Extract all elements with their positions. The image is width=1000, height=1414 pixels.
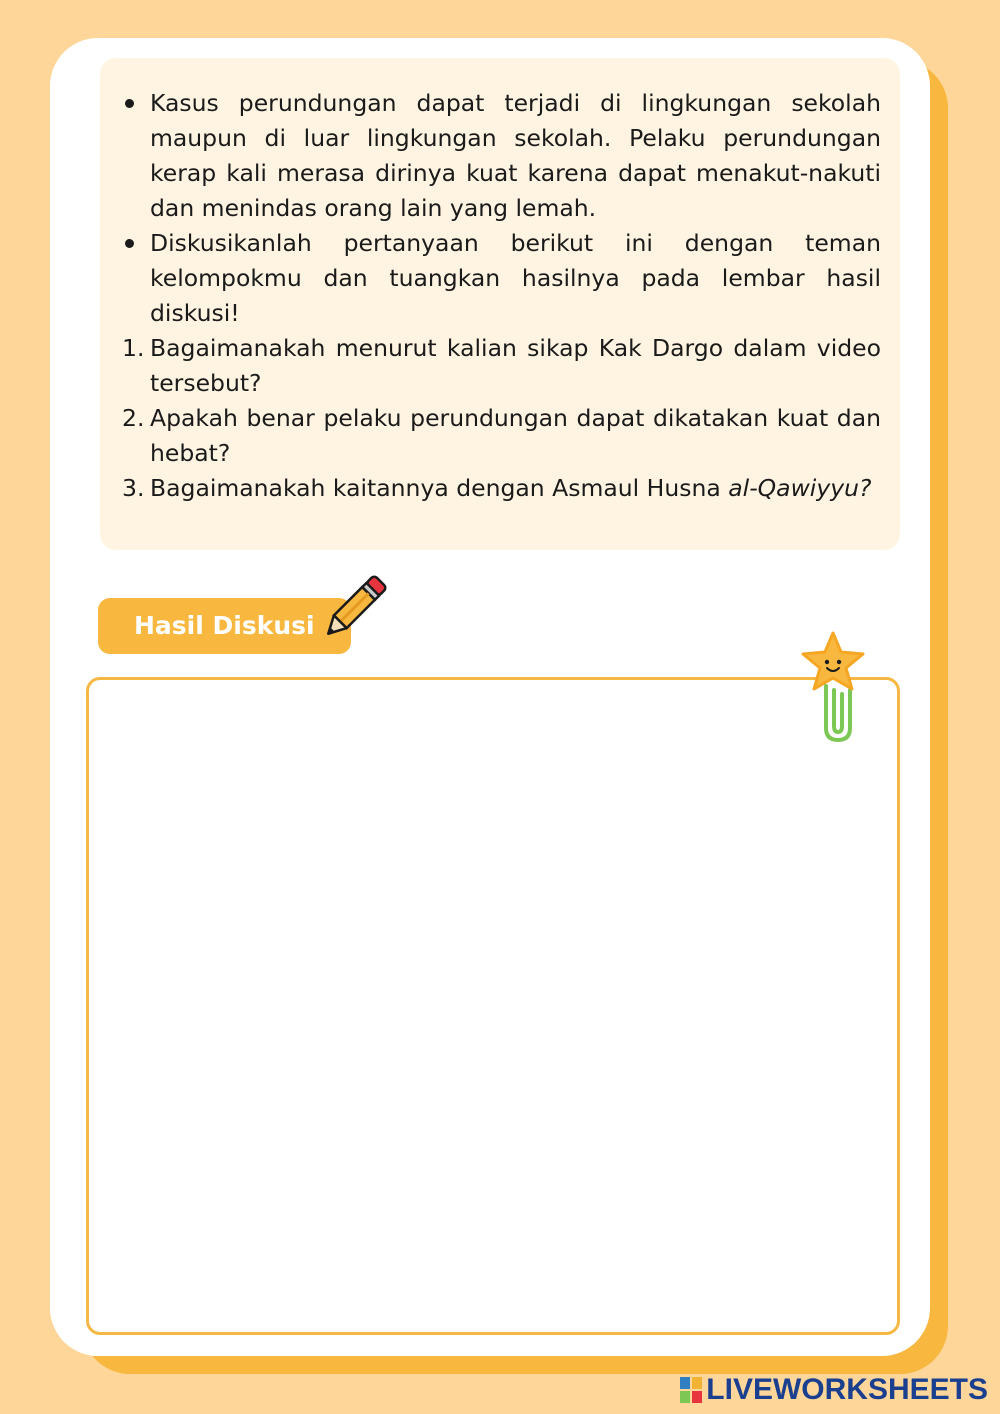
question-number: 3. bbox=[122, 474, 145, 502]
question-item bbox=[122, 471, 881, 506]
question-number: 2. bbox=[122, 404, 145, 432]
question-item bbox=[122, 331, 881, 401]
brand-footer bbox=[680, 1372, 988, 1408]
question-text: Bagaimanakah menurut kalian sikap Kak Dargo dalam video tersebut? bbox=[150, 334, 881, 397]
list-item bbox=[150, 226, 881, 331]
question-term: al-Qawiyyu? bbox=[728, 474, 872, 502]
bullet-text: Diskusikanlah pertanyaan berikut ini dengan teman kelompokmu dan tuangkan hasilnya pada lembar hasil diskusi! bbox=[150, 229, 881, 327]
question-item bbox=[122, 401, 881, 471]
pencil-icon bbox=[312, 568, 394, 650]
bullet-text: Kasus perundungan dapat terjadi di lingkungan sekolah maupun di luar lingkungan sekolah. Pelaku perundungan kerap kali merasa dirinya kuat karena dapat menakut-nakuti dan menindas orang lain yang lemah. bbox=[150, 89, 881, 222]
bullet-icon bbox=[125, 239, 134, 248]
list-item bbox=[150, 86, 881, 226]
question-number: 1. bbox=[122, 334, 145, 362]
answer-box[interactable] bbox=[86, 677, 900, 1335]
bullet-icon bbox=[125, 99, 134, 108]
question-text: Bagaimanakah kaitannya dengan Asmaul Husna bbox=[150, 474, 729, 502]
star-paperclip-icon bbox=[796, 628, 870, 746]
instructions-list bbox=[122, 86, 881, 506]
brand-name: LIVEWORKSHEETS bbox=[706, 1373, 988, 1406]
result-section-title: Hasil Diskusi bbox=[98, 598, 351, 654]
liveworksheets-logo-icon bbox=[680, 1377, 702, 1403]
question-text: Apakah benar pelaku perundungan dapat dikatakan kuat dan hebat? bbox=[150, 404, 881, 467]
